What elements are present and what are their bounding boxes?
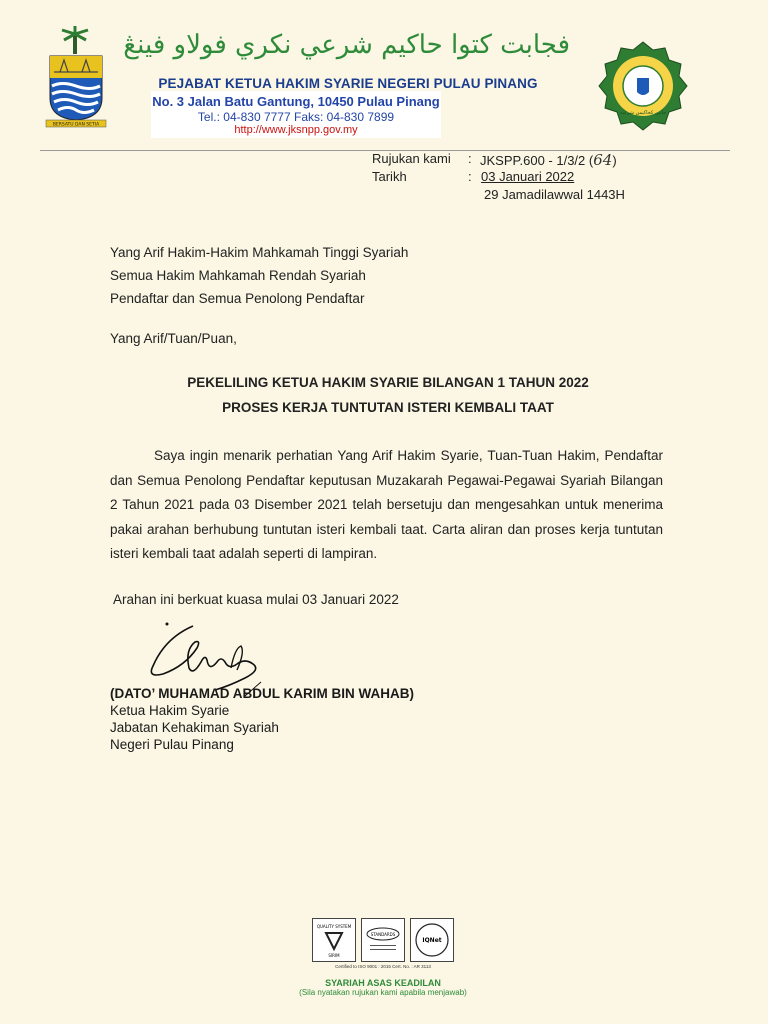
palm-tree-icon [62,26,88,54]
certification-caption: Certified to ISO 9001 : 2015 Cert. No. : AR 3113 [335,964,431,969]
office-name: PEJABAT KETUA HAKIM SYARIE NEGERI PULAU PINANG [158,76,538,91]
circular-subject: PROSES KERJA TUNTUTAN ISTERI KEMBALI TAAT [222,400,554,415]
office-phone-fax: Tel.: 04-830 7777 Faks: 04-830 7899 [197,110,395,124]
salutation: Yang Arif/Tuan/Puan, [110,331,237,346]
reference-handwritten-number: 64 [593,151,613,169]
office-website-link[interactable]: http://www.jksnpp.gov.my [234,124,358,136]
cert-standards-label: STANDARDS [370,932,396,937]
recipient-line: Pendaftar dan Semua Penolong Pendaftar [110,291,365,306]
signatory-name: (DATO’ MUHAMAD ABDUL KARIM BIN WAHAB) [110,686,414,701]
signatory-department: Jabatan Kehakiman Syariah [110,720,279,735]
recipient-line: Semua Hakim Mahkamah Rendah Syariah [110,268,366,283]
circular-title: PEKELILING KETUA HAKIM SYARIE BILANGAN 1 TAHUN 2022 [187,375,589,390]
cert-sirim-label: SIRIM [328,953,340,958]
date-colon: : [468,169,472,184]
reference-label: Rujukan kami [372,151,451,166]
hijri-date: 29 Jamadilawwal 1443H [484,187,625,202]
signatory-position: Ketua Hakim Syarie [110,703,230,718]
reference-colon: : [468,151,472,166]
reference-number [480,151,617,169]
address-box [151,91,441,138]
footer-note: (Sila nyatakan rujukan kami apabila menjawab) [299,988,467,997]
seal-text: جابتن كحاكيمن شرعيه [619,110,667,116]
crest-motto: BERSATU DAN SETIA [52,122,100,128]
date-label: Tarikh [372,169,407,184]
cert-iqnet-label: IQNet [422,937,442,944]
date-value: 03 Januari 2022 [481,169,575,184]
footer-motto: SYARIAH ASAS KEADILAN [325,978,441,988]
penang-crest-logo [42,28,110,128]
standards-badge [361,918,405,962]
cert-quality-label: QUALITY SYSTEM [316,924,352,929]
sirim-quality-badge [312,918,356,962]
body-paragraph: Saya ingin menarik perhatian Yang Arif Hakim Syarie, Tuan-Tuan Hakim, Pendaftar dan Semua Penolong Pendaftar keputusan Muzakarah Pegawai-Pegawai Syariah Bilangan 2 Tahun 2021 pada 03 Disember 2021 telah bersetuju dan mengesahkan untuk menerima pakai arahan berhubung tuntutan isteri kembali taat. Carta aliran dan proses kerja tuntutan isteri kembali taat adalah seperti di lampiran. [110,448,663,561]
reference-close: ) [612,153,617,168]
syariah-court-seal-logo [597,40,689,132]
certification-logos [312,918,454,972]
office-address: No. 3 Jalan Batu Gantung, 10450 Pulau Pinang [152,94,440,109]
iqnet-badge [410,918,454,962]
recipient-line: Yang Arif Hakim-Hakim Mahkamah Tinggi Syariah [110,245,409,260]
effective-date-statement: Arahan ini berkuat kuasa mulai 03 Januari 2022 [113,592,399,607]
office-name-arabic: فجابت كتوا حاكيم شرعي نكري فولاو فينڠ [123,30,570,60]
signatory-state: Negeri Pulau Pinang [110,737,234,752]
reference-code: JKSPP.600 - 1/3/2 ( [480,153,594,168]
